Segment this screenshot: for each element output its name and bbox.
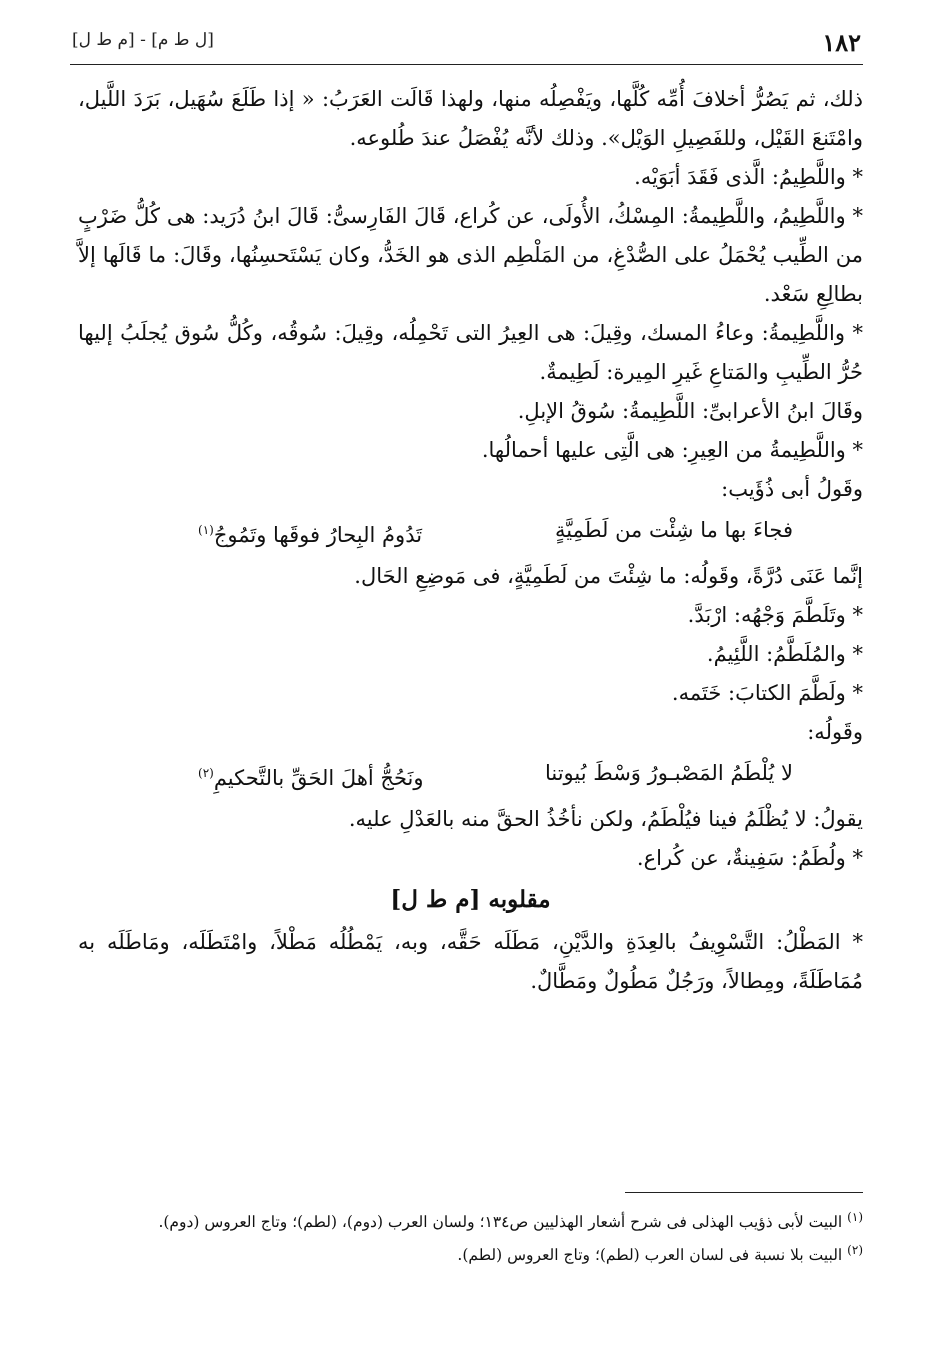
verse-hemistich-text: تَدُومُ البِحارُ فوقَها وتَمُوجُ [213,523,423,547]
paragraph: يقولُ: لا يُظْلَمُ فينا فيُلْطَمُ، ولكن نأخُذُ الحقَّ منه بالعَدْلِ عليه. [348,807,863,831]
footnote-text: البيت لأبى ذؤيب الهذلى فى شرح أشعار الهذليين ص١٣٤؛ ولسان العرب (دوم)، (لطم)؛ وتاج العروس (دوم). [158,1213,843,1232]
running-title: [ل ط م] - [م ط ل] [72,30,214,50]
footnotes [78,1192,863,1269]
footnote-item [78,1236,863,1269]
verse-hemistich-first: لا يُلْطَمُ المَصْبـورُ وَسْطَ بُيوتنا [544,761,793,785]
verse-hemistich-second [198,754,424,798]
paragraph: ذلك، ثم يَصُرُّ أخلافَ أُمِّه كُلَّها، ويَفْصِلُه منها، ولهذا قَالَت العَرَبُ: « إذا طَلَعَ سُهَيل، بَرَدَ اللَّيل، وامْتَنعَ القَيْل، وللفَصِيلِ الوَيْل». وذلك لأنَّه يُفْصَلُ عندَ طُلوعه. [78,87,863,150]
footnote-item [78,1203,863,1236]
paragraph: * ولُطَمُ: سَفِينةٌ، عن كُراع. [636,846,863,870]
verse-line [78,511,863,555]
paragraph: * واللَّطِيمةُ: وعاءُ المسك، وقِيلَ: هى العِيرُ التى تَحْمِلُه، وقِيلَ: سُوقُه، وكُلُّ سُوق يُجلَبُ إليها حُرُّ الطِّيبِ والمَتاعِ غَيرِ المِيرة: لَطِيمةٌ. [78,321,863,384]
paragraph: * والمُلَطَّمُ: اللَّئِيمُ. [706,642,863,666]
footnote-number: (١) [847,1210,863,1224]
footnote-text: البيت بلا نسبة فى لسان العرب (لطم)؛ وتاج العروس (لطم). [457,1246,843,1265]
paragraph: * واللَّطِيمُ، واللَّطِيمةُ: المِسْكُ، الأُولَى، عن كُراع، قَالَ الفَارِسىُّ: قَالَ ابنُ دُرَيد: هى كُلُّ ضَرْبٍ من الطِّيب يُحْمَلُ على الصُّدْغِ، من المَلْطِم الذى هو الخَدُّ، وكان يَسْتَحسِنُها، وقَالَ: ما قَالَها إلاَّ بطالِعِ سَعْد. [78,204,863,306]
paragraph: وقَولُه: [807,720,863,744]
verse-hemistich-first: فجاءَ بها ما شِئْت من لَطَمِيَّةٍ [555,518,793,542]
verse-line [78,754,863,798]
paragraph: * واللَّطِيمةُ من العِيرِ: هى الَّتِى عليها أحمالُها. [481,438,863,462]
footnote-marker: (١) [198,523,214,537]
paragraph: وقَالَ ابنُ الأعرابىِّ: اللَّطِيمةُ: سُوقُ الإبلِ. [517,399,863,423]
paragraph: * ولَطَّمَ الكتابَ: خَتَمه. [671,681,863,705]
page-header [70,28,863,65]
main-text [78,80,863,1001]
footnote-divider [625,1192,863,1193]
verse-hemistich-second [198,511,422,555]
paragraph: * واللَّطِيمُ: الَّذى فَقَدَ أبَوَيْه. [634,165,863,189]
section-heading: مقلوبه [م ط ل] [390,886,551,913]
paragraph: * وتَلَطَّمَ وَجْهُه: ارْبَدَّ. [687,603,863,627]
paragraph: * المَطْلُ: التَّسْوِيفُ بالعِدَةِ والدَّيْنِ، مَطَلَه حَقَّه، وبه، يَمْطُلُه مَطْلاً، وامْتَطَلَه، ومَاطَلَه به مُمَاطَلَةً، ومِطالاً، ورَجُلٌ مَطُولٌ ومَطَّالٌ. [78,930,863,993]
paragraph: إنَّما عَنَى دُرَّةً، وقَولُه: ما شِئْتَ من لَطَمِيَّةٍ، فى مَوضِعِ الحَال. [354,564,863,588]
verse-hemistich-text: ونَحُجُّ أهلَ الحَقِّ بالتَّحكيمِ [213,766,424,790]
page-number: ١٨٢ [822,28,861,57]
footnote-marker: (٢) [198,766,214,780]
paragraph: وقَولُ أبى ذُؤَيب: [721,477,863,501]
footnote-number: (٢) [847,1243,863,1258]
